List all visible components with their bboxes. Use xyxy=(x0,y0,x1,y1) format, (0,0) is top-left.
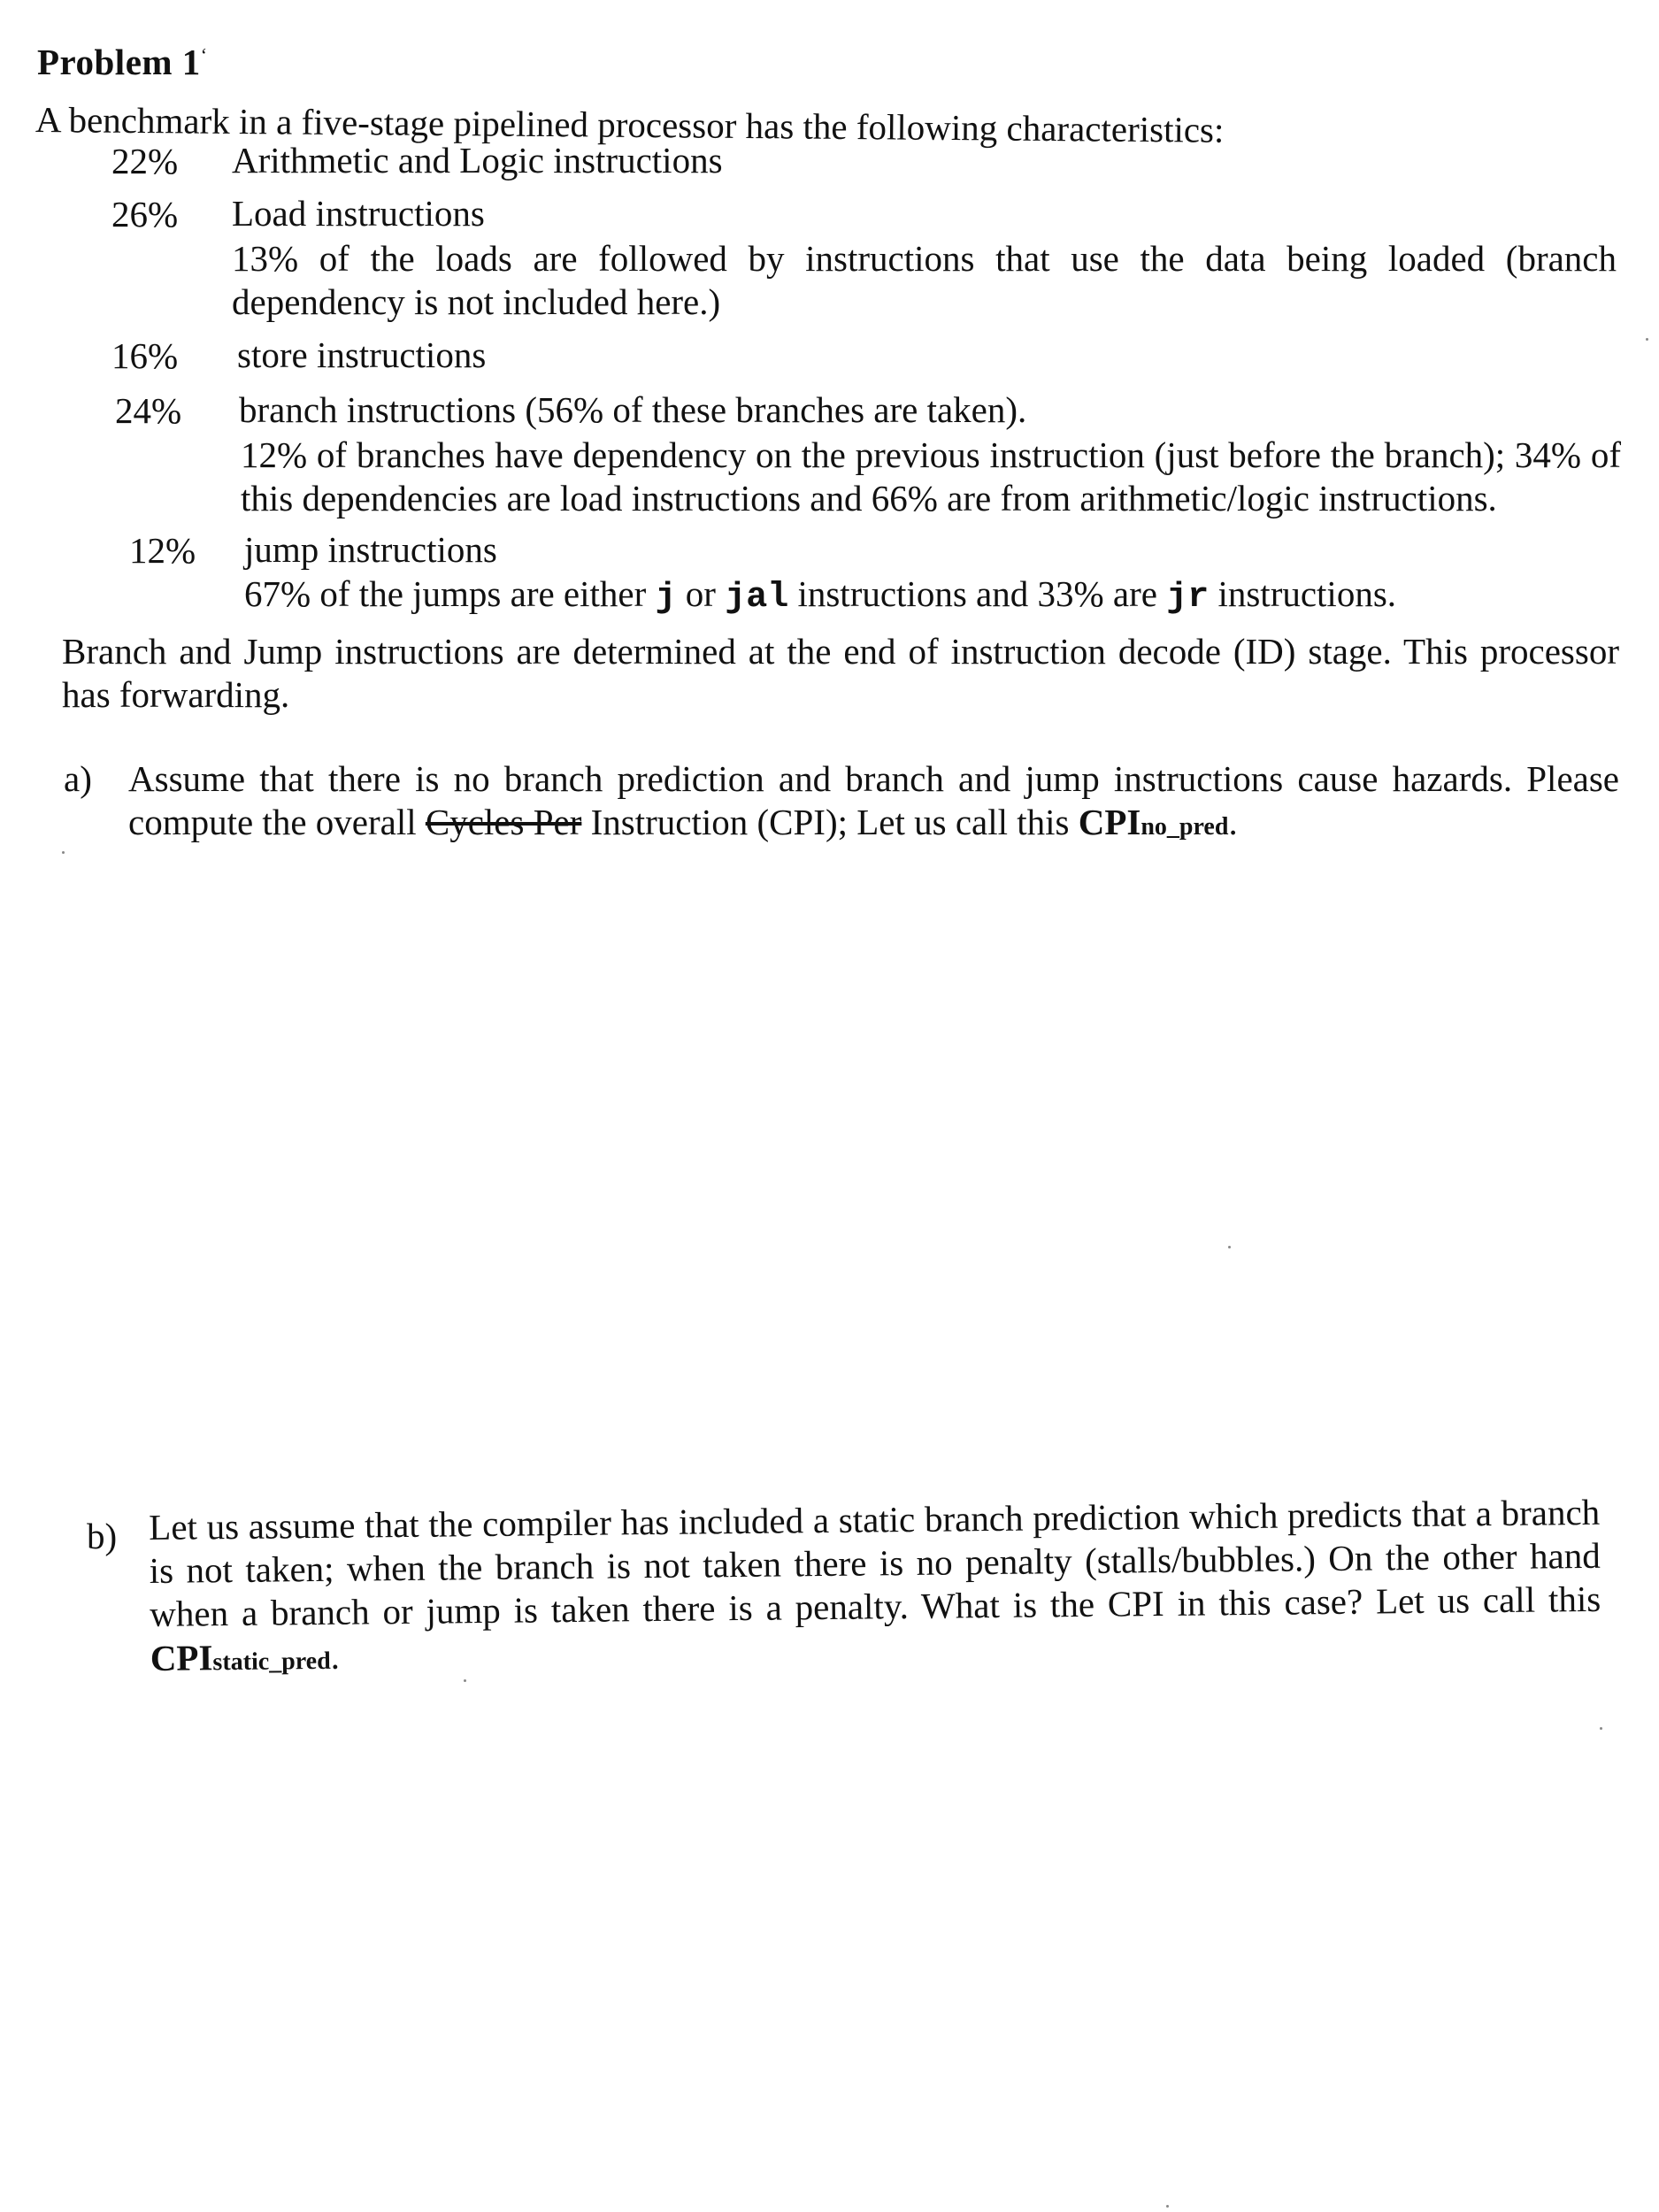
item-pct-arith: 22% xyxy=(111,141,179,181)
scan-speck xyxy=(1166,2205,1169,2208)
scan-speck xyxy=(464,1679,466,1682)
item-pct-branch: 24% xyxy=(115,390,182,431)
item-label-load: Load instructions xyxy=(232,193,485,234)
cpi-static-pred: CPIstatic_pred xyxy=(150,1636,331,1678)
item-pct-store: 16% xyxy=(111,335,179,376)
scan-speck xyxy=(1600,1727,1602,1730)
problem-title: Problem $1^ʻ$ xyxy=(37,42,208,82)
item-pct-jump: 12% xyxy=(129,530,196,571)
code-jr: jr xyxy=(1166,578,1210,618)
struck-text: Cycles Per xyxy=(425,802,582,843)
item-label-arith: Arithmetic and Logic instructions xyxy=(232,140,723,180)
problem-intro: A benchmark in a five-stage pipelined processor has the following characteristics: xyxy=(35,99,1225,150)
check-mark: ʻ xyxy=(200,43,208,66)
cpi-no-pred: CPIno_pred xyxy=(1078,802,1229,843)
problem-summary: Branch and Jump instructions are determined at the end of instruction decode (ID) stage. This processor has forwarding. xyxy=(62,631,1619,716)
code-j: j xyxy=(655,578,677,618)
item-note-jump: 67% of the jumps are either j or jal instructions and 33% are jr instructions. xyxy=(244,573,1397,618)
item-label-jump: jump instructions xyxy=(244,529,497,570)
scan-speck xyxy=(1646,338,1648,341)
item-pct-load: 26% xyxy=(111,194,179,234)
code-jal: jal xyxy=(725,578,789,618)
part-b-marker: b) xyxy=(87,1516,118,1556)
item-label-store: store instructions xyxy=(237,334,487,375)
item-note-branch: 12% of branches have dependency on the previous instruction (just before the branch); 34% of this dependencies are load instructions and 66% are from arithmetic/logic instructions. xyxy=(241,434,1621,519)
item-note-load: 13% of the loads are followed by instructions that use the data being loaded (branch dependency is not included here.) xyxy=(232,238,1617,323)
scan-speck xyxy=(62,851,65,854)
part-a-question: Assume that there is no branch prediction and branch and jump instructions cause hazards. Please compute the overall Cycles Per Instruction (CPI); Let us call this CPIno_pred. xyxy=(128,758,1619,843)
item-label-branch: branch instructions (56% of these branches are taken). xyxy=(239,389,1027,430)
part-a-marker: a) xyxy=(64,758,92,799)
scan-speck xyxy=(1228,1246,1231,1248)
part-b-question: Let us assume that the compiler has included a static branch prediction which predicts that a branch is not taken; when the branch is not taken there is no penalty (stalls/bubbles.) On the other hand when a branch or jump is taken there is a penalty. What is the CPI in this case? Let us call this CPIstatic_pred. xyxy=(149,1491,1601,1678)
